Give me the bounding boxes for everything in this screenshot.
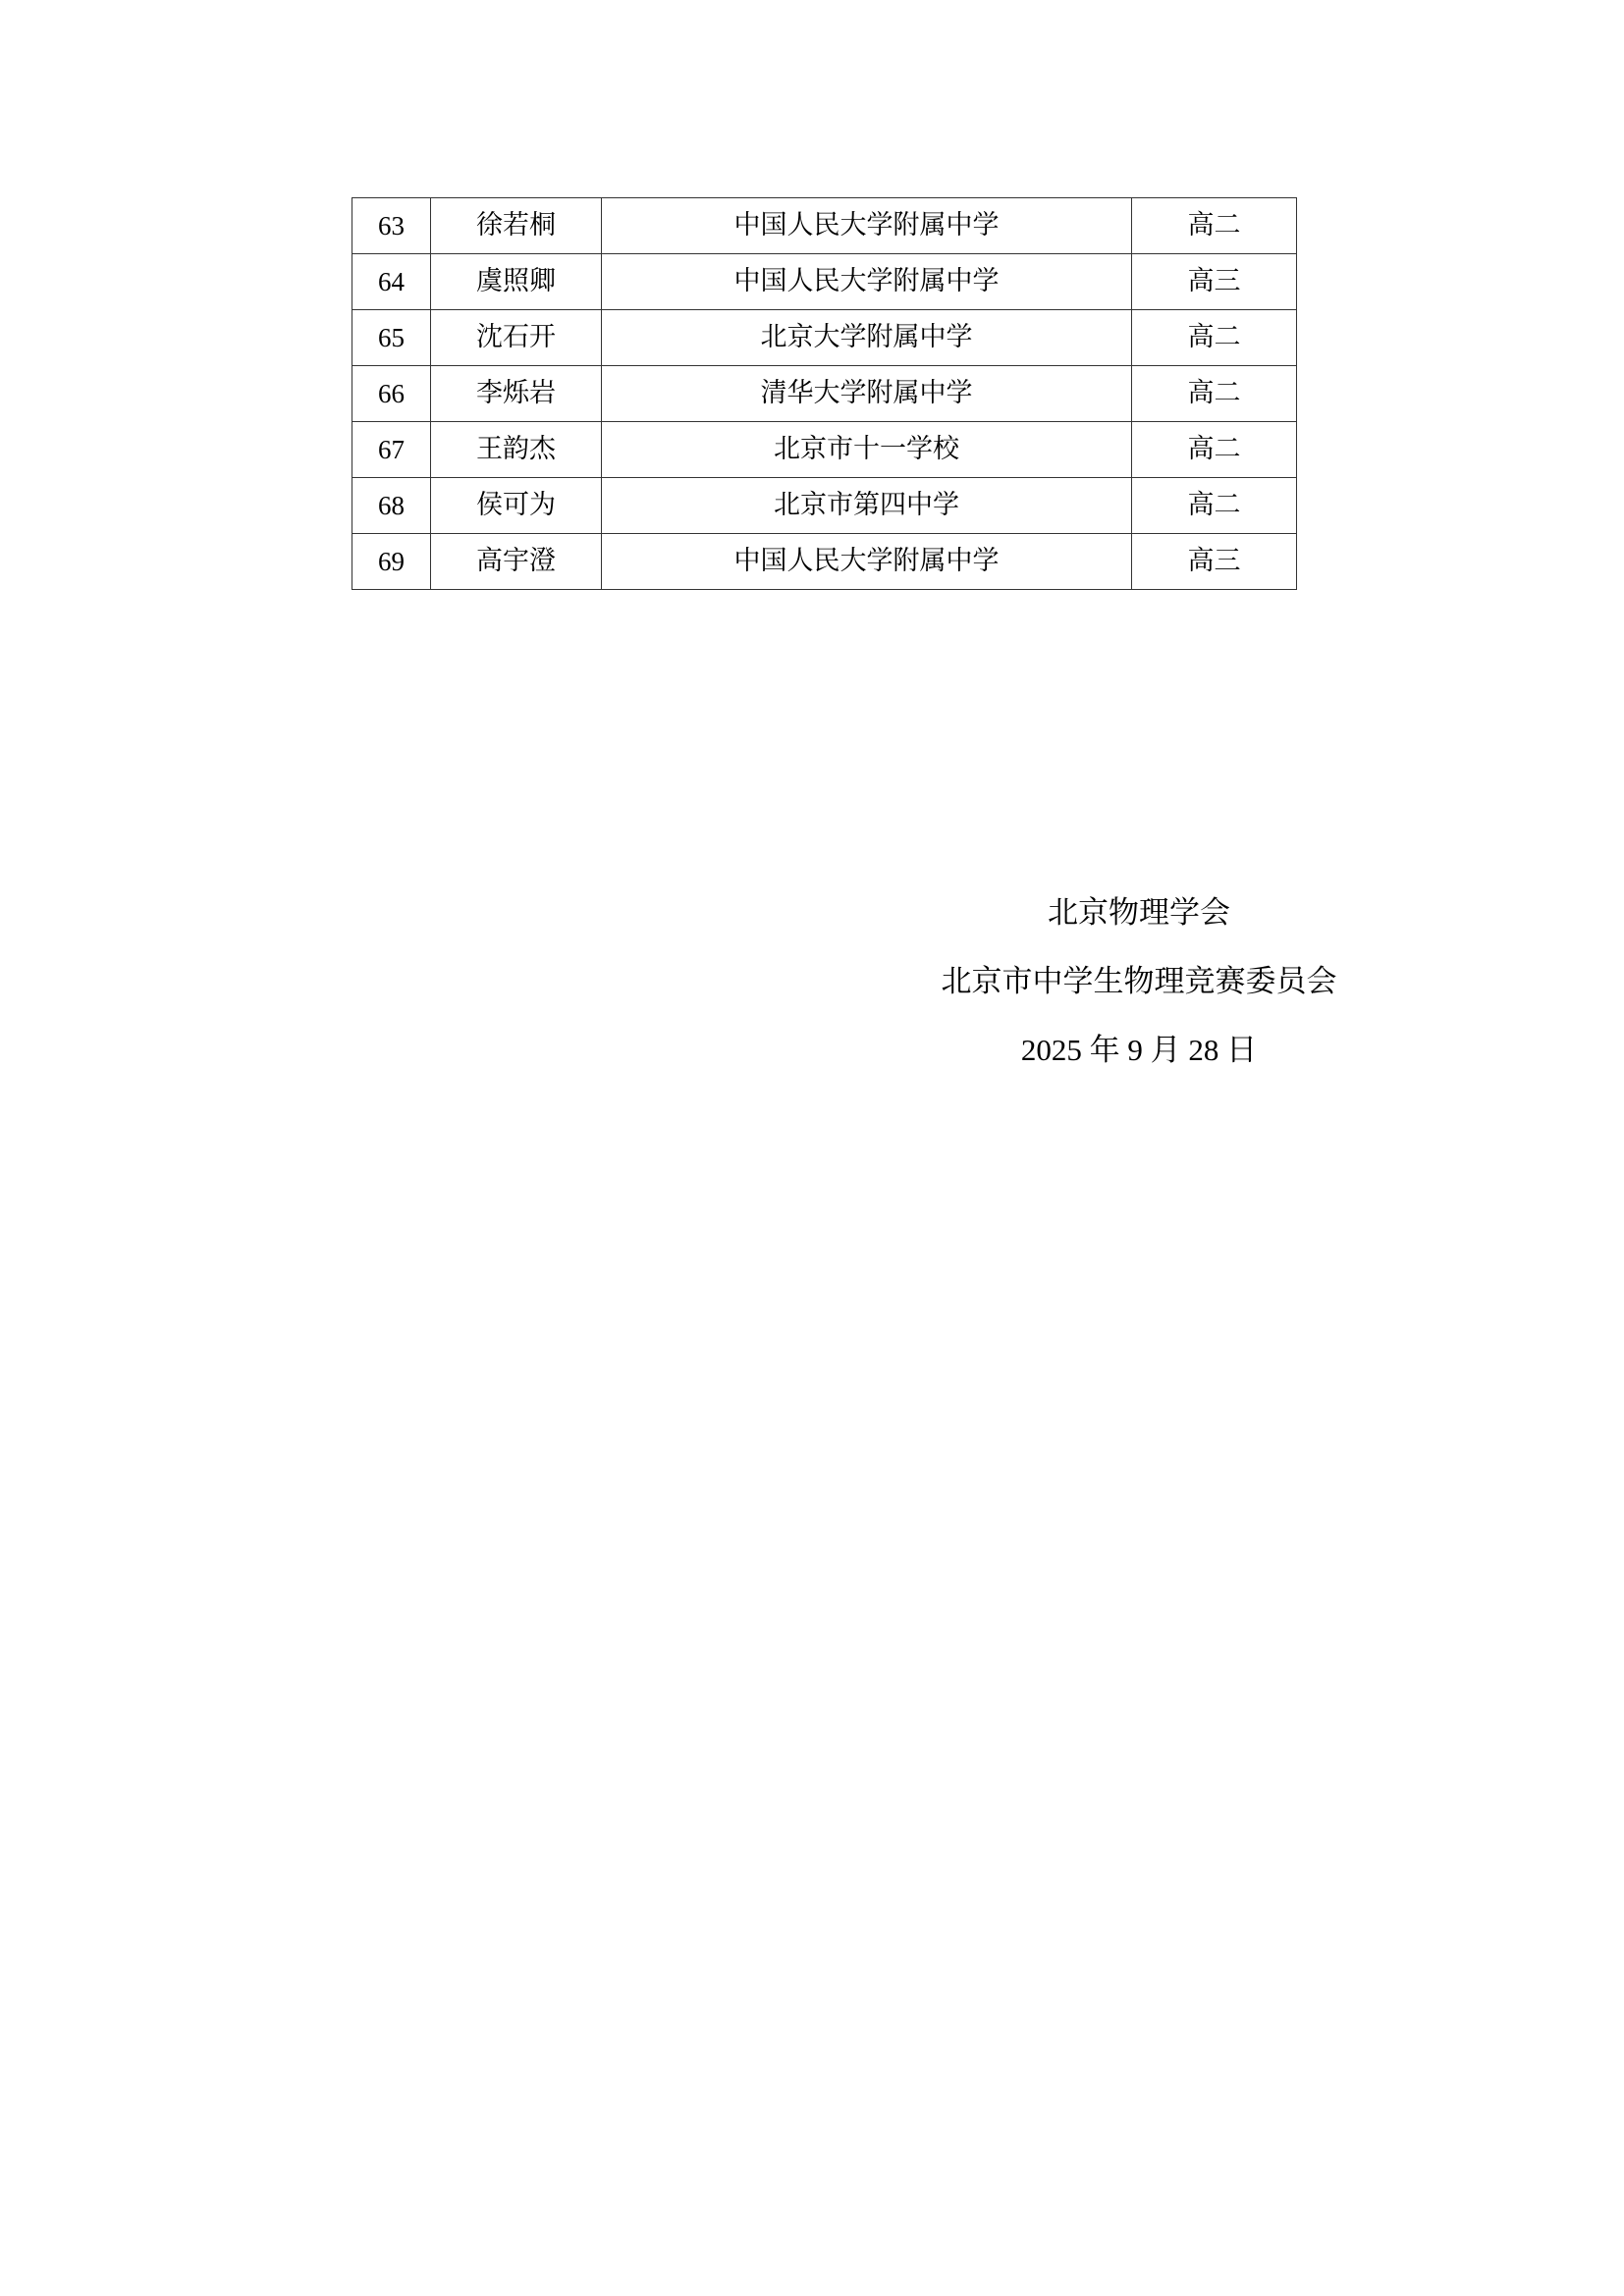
school-name: 中国人民大学附属中学 (602, 254, 1132, 310)
table-row (352, 310, 1297, 366)
table-row (352, 534, 1297, 590)
school-name: 北京市第四中学 (602, 478, 1132, 534)
signature-block (884, 879, 1394, 1085)
grade: 高三 (1132, 254, 1297, 310)
signature-org-competition-committee: 北京市中学生物理竞赛委员会 (941, 964, 1337, 999)
award-table (352, 197, 1297, 590)
row-number: 64 (352, 254, 431, 310)
student-name: 李烁岩 (431, 366, 602, 422)
table-row (352, 366, 1297, 422)
school-name: 中国人民大学附属中学 (602, 534, 1132, 590)
table-row (352, 198, 1297, 254)
student-name: 高宇澄 (431, 534, 602, 590)
row-number: 66 (352, 366, 431, 422)
grade: 高二 (1132, 422, 1297, 478)
row-number: 69 (352, 534, 431, 590)
grade: 高二 (1132, 310, 1297, 366)
row-number: 68 (352, 478, 431, 534)
school-name: 清华大学附属中学 (602, 366, 1132, 422)
table-row (352, 254, 1297, 310)
school-name: 北京市十一学校 (602, 422, 1132, 478)
grade: 高二 (1132, 366, 1297, 422)
row-number: 67 (352, 422, 431, 478)
row-number: 65 (352, 310, 431, 366)
student-name: 王韵杰 (431, 422, 602, 478)
signature-date: 2025 年 9 月 28 日 (1020, 1033, 1258, 1067)
signature-org-physics-society: 北京物理学会 (1048, 895, 1230, 931)
table-row (352, 422, 1297, 478)
student-name: 虞照卿 (431, 254, 602, 310)
student-name: 沈石开 (431, 310, 602, 366)
student-name: 徐若桐 (431, 198, 602, 254)
school-name: 北京大学附属中学 (602, 310, 1132, 366)
table-row (352, 478, 1297, 534)
grade: 高二 (1132, 198, 1297, 254)
school-name: 中国人民大学附属中学 (602, 198, 1132, 254)
student-name: 侯可为 (431, 478, 602, 534)
grade: 高三 (1132, 534, 1297, 590)
grade: 高二 (1132, 478, 1297, 534)
row-number: 63 (352, 198, 431, 254)
